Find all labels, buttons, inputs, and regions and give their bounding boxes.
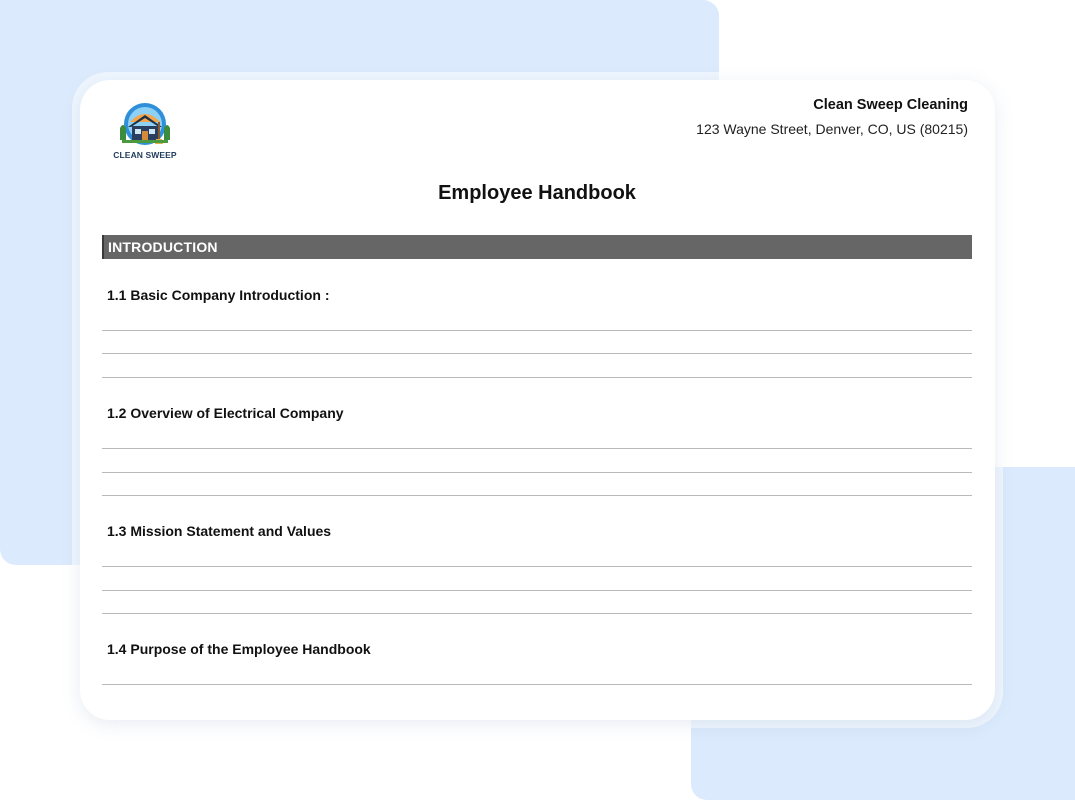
item-heading-1-4: 1.4 Purpose of the Employee Handbook bbox=[107, 641, 371, 657]
document-page bbox=[102, 80, 972, 720]
item-heading-1-1: 1.1 Basic Company Introduction : bbox=[107, 287, 330, 303]
company-name: Clean Sweep Cleaning bbox=[813, 97, 968, 113]
document-card bbox=[80, 80, 995, 720]
writing-line[interactable] bbox=[102, 353, 972, 354]
item-heading-1-3: 1.3 Mission Statement and Values bbox=[107, 523, 332, 539]
company-logo bbox=[108, 100, 182, 162]
logo-text: CLEAN SWEEP bbox=[113, 150, 177, 160]
company-address: 123 Wayne Street, Denver, CO, US (80215) bbox=[696, 121, 968, 137]
document-title: Employee Handbook bbox=[438, 182, 636, 204]
item-heading-1-2: 1.2 Overview of Electrical Company bbox=[107, 405, 344, 421]
writing-line[interactable] bbox=[102, 472, 972, 473]
writing-line[interactable] bbox=[102, 495, 972, 496]
writing-line[interactable] bbox=[102, 448, 972, 449]
writing-line[interactable] bbox=[102, 590, 972, 591]
writing-line[interactable] bbox=[102, 613, 972, 614]
writing-line[interactable] bbox=[102, 330, 972, 331]
writing-line[interactable] bbox=[102, 684, 972, 685]
section-header bbox=[102, 235, 972, 259]
house-logo-icon bbox=[108, 100, 182, 150]
writing-line[interactable] bbox=[102, 377, 972, 378]
section-title: INTRODUCTION bbox=[108, 239, 218, 255]
writing-line[interactable] bbox=[102, 566, 972, 567]
